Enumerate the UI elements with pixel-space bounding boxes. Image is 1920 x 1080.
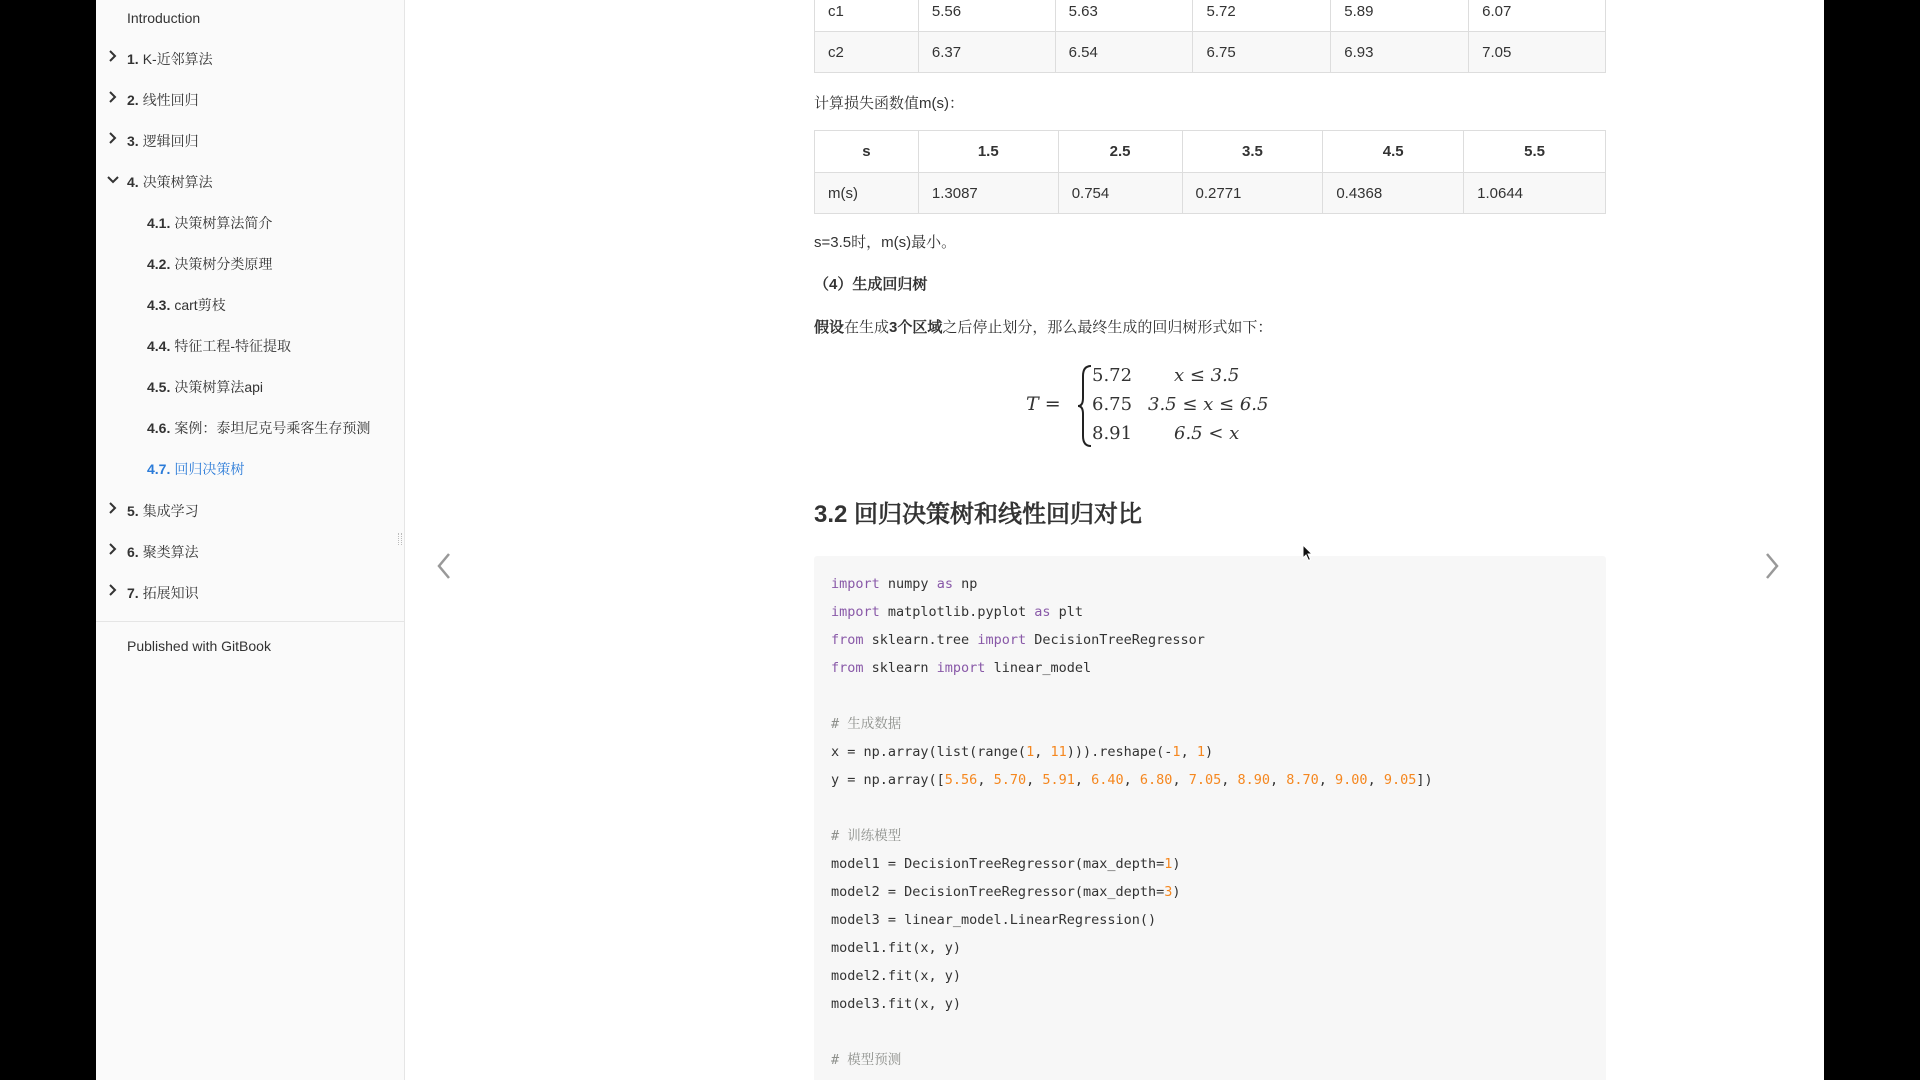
code-number: 8.70 [1286,772,1319,788]
chapter-number: 3. [127,133,139,149]
chapter-title: 集成学习 [142,503,199,519]
code-line [831,854,1181,874]
min-result-text: s=3.5时，m(s)最小。 [814,234,957,251]
code-keyword: import [936,660,986,676]
subitem-number: 4.4. [147,338,171,354]
code-number: 5.70 [993,772,1027,788]
code-line: model3.fit(x, y) [831,996,962,1012]
formula-condition: x ≤ 3.5 [1174,365,1240,386]
code-number: 9.05 [1383,772,1417,788]
section-heading: 3.2 回归决策树和线性回归对比 [814,501,1143,528]
chevron-down-icon[interactable] [106,173,120,187]
code-text: y = np.array([ [831,772,945,788]
code-line: model3 = linear_model.LinearRegression() [831,912,1157,928]
table-cell: 5.89 [1331,0,1469,32]
sidebar-subitem-4-5[interactable] [147,377,263,397]
table-row [815,32,1606,73]
table-header: 3.5 [1182,131,1323,173]
table-cell: 6.07 [1469,0,1606,32]
chapter-title: 拓展知识 [142,585,199,601]
formula-value: 5.72 [1092,365,1133,386]
code-number: 1 [1026,744,1035,760]
code-keyword: from [831,632,864,648]
table-header-row [815,131,1606,173]
code-number: 5.91 [1042,772,1075,788]
table-header: 2.5 [1058,131,1182,173]
code-line [831,602,1083,622]
chevron-right-icon[interactable] [106,542,120,556]
chapter-title: K-近邻算法 [142,51,213,67]
formula-condition: 6.5 < x [1174,423,1240,444]
bold-text: 假设 [814,319,845,336]
code-text: model2 = DecisionTreeRegressor(max_depth= [831,884,1165,900]
table-cell: 0.4368 [1323,173,1464,214]
chapter-title: 决策树算法 [142,174,213,190]
code-text: np [952,576,978,592]
chevron-right-icon[interactable] [106,49,120,63]
code-text: sklearn [863,660,937,676]
code-line: model2.fit(x, y) [831,968,962,984]
code-text: numpy [879,576,937,592]
published-with-gitbook-link[interactable]: Published with GitBook [127,638,271,654]
code-number: 1 [1164,856,1173,872]
gitbook-window [96,0,1824,1080]
code-number: 6.40 [1091,772,1124,788]
chevron-right-icon[interactable] [106,131,120,145]
code-line [831,658,1091,678]
subitem-number: 4.7. [147,461,171,477]
subitem-title: 决策树算法api [174,379,264,395]
code-text: ))).reshape(- [1066,744,1173,760]
table-cell: m(s) [815,173,919,214]
table-cell: 1.0644 [1464,173,1606,214]
code-keyword: as [936,576,953,592]
sidebar-subitem-4-1[interactable] [147,213,272,233]
text: 在生成 [844,319,890,336]
code-text: plt [1050,604,1083,620]
sidebar-item-introduction[interactable]: Introduction [127,10,201,26]
subitem-title: 回归决策树 [174,461,245,477]
sidebar-subitem-4-7-active[interactable] [147,459,244,479]
subitem-title: 决策树分类原理 [174,256,273,272]
code-text: , [1180,744,1197,760]
code-number: 11 [1050,744,1067,760]
code-line: model1.fit(x, y) [831,940,962,956]
code-number: 9.00 [1335,772,1368,788]
sidebar-item-chapter-4[interactable] [127,172,213,192]
sidebar-item-chapter-5[interactable] [127,501,199,521]
table-cell: 5.72 [1193,0,1331,32]
sidebar-subitem-4-4[interactable] [147,336,291,356]
code-keyword: from [831,660,864,676]
sidebar-item-chapter-3[interactable] [127,131,199,151]
code-text: sklearn.tree [863,632,978,648]
chapter-title: 聚类算法 [142,544,199,560]
formula-value: 6.75 [1092,394,1133,415]
table-cell: 1.3087 [918,173,1058,214]
sidebar-subitem-4-3[interactable] [147,295,226,315]
bold-text: 3个区域 [889,319,943,336]
formula-lhs: T = [1026,393,1061,415]
code-number: 3 [1164,884,1173,900]
chapter-number: 7. [127,585,139,601]
subitem-number: 4.6. [147,420,171,436]
chevron-right-icon[interactable] [106,583,120,597]
code-number: 5.56 [944,772,978,788]
code-comment: # 训练模型 [831,828,902,844]
code-text: x = np.array(list(range( [831,744,1027,760]
sidebar-divider [96,621,404,622]
code-text: ) [1204,744,1214,760]
subitem-number: 4.5. [147,379,171,395]
table-header: 4.5 [1323,131,1464,173]
table-cell: 5.63 [1055,0,1193,32]
chapter-title: 线性回归 [142,92,199,108]
code-line: y = np.array([5.56, 5.70, 5.91, 6.40, 6.80, 7.05, 8.90, 8.70, 9.00, 9.05]) [831,772,1433,788]
loss-table [814,130,1606,214]
chapter-number: 5. [127,503,139,519]
chevron-right-icon[interactable] [106,90,120,104]
table-header: 1.5 [918,131,1058,173]
sidebar-item-chapter-7[interactable] [127,583,199,603]
code-text: linear_model [985,660,1092,676]
code-comment: # 模型预测 [831,1052,902,1068]
code-keyword: as [1034,604,1051,620]
text: 之后停止划分，那么最终生成的回归树形式如下： [942,319,1273,336]
table-cell: c1 [815,0,919,32]
code-keyword: import [977,632,1027,648]
table-cell: 6.54 [1055,32,1193,73]
chapter-title: 逻辑回归 [142,133,199,149]
subitem-title: cart剪枝 [174,297,226,313]
code-text: ]) [1416,772,1433,788]
code-text: ) [1172,884,1181,900]
code-number: 1 [1172,744,1181,760]
sidebar-item-chapter-2[interactable] [127,90,199,110]
table-cell: 5.56 [918,0,1055,32]
code-text: matplotlib.pyplot [879,604,1035,620]
code-line [831,630,1205,650]
formula-condition: 3.5 ≤ x ≤ 6.5 [1148,394,1269,415]
subitem-number: 4.1. [147,215,171,231]
chapter-number: 2. [127,92,139,108]
table-cell: 6.75 [1193,32,1331,73]
code-text: DecisionTreeRegressor [1026,632,1205,648]
table-header: s [815,131,919,173]
code-line [831,574,977,594]
code-keyword: import [831,604,880,620]
code-comment: # 生成数据 [831,716,902,732]
regression-tree-formula [1026,358,1276,454]
subitem-title: 决策树算法简介 [174,215,273,231]
code-text: , [1034,744,1051,760]
sidebar-item-chapter-6[interactable] [127,542,199,562]
code-line [831,882,1181,902]
step4-heading: （4）生成回归树 [814,276,928,293]
code-number: 1 [1196,744,1205,760]
code-number: 6.80 [1139,772,1173,788]
code-text: ) [1172,856,1181,872]
subitem-title: 案例：泰坦尼克号乘客生存预测 [174,420,371,436]
subitem-number: 4.2. [147,256,171,272]
next-page-arrow-icon[interactable] [1762,550,1782,582]
code-block[interactable] [814,556,1606,1080]
loss-intro-text: 计算损失函数值m(s)： [814,95,964,112]
sidebar-item-chapter-1[interactable] [127,49,213,69]
table-cell: c2 [815,32,919,73]
assumption-paragraph [814,316,1272,337]
subitem-title: 特征工程-特征提取 [174,338,292,354]
code-keyword: import [831,576,880,592]
values-table [814,0,1606,73]
chevron-right-icon[interactable] [106,501,120,515]
sidebar-subitem-4-6[interactable] [147,418,370,438]
table-row [815,173,1606,214]
mouse-cursor-icon [1302,544,1314,562]
chapter-number: 1. [127,51,139,67]
table-cell: 7.05 [1469,32,1606,73]
sidebar-resize-handle[interactable] [398,533,402,545]
table-header: 5.5 [1464,131,1606,173]
code-number: 8.90 [1237,772,1270,788]
table-cell: 6.37 [918,32,1055,73]
code-line [831,742,1213,762]
sidebar [96,0,405,1080]
code-number: 7.05 [1188,772,1222,788]
table-cell: 6.93 [1331,32,1469,73]
table-cell: 0.754 [1058,173,1182,214]
table-row [815,0,1606,32]
subitem-number: 4.3. [147,297,171,313]
table-cell: 0.2771 [1182,173,1323,214]
previous-page-arrow-icon[interactable] [434,550,454,582]
chapter-number: 6. [127,544,139,560]
formula-value: 8.91 [1092,423,1133,444]
chapter-number: 4. [127,174,139,190]
sidebar-subitem-4-2[interactable] [147,254,272,274]
code-text: model1 = DecisionTreeRegressor(max_depth= [831,856,1165,872]
